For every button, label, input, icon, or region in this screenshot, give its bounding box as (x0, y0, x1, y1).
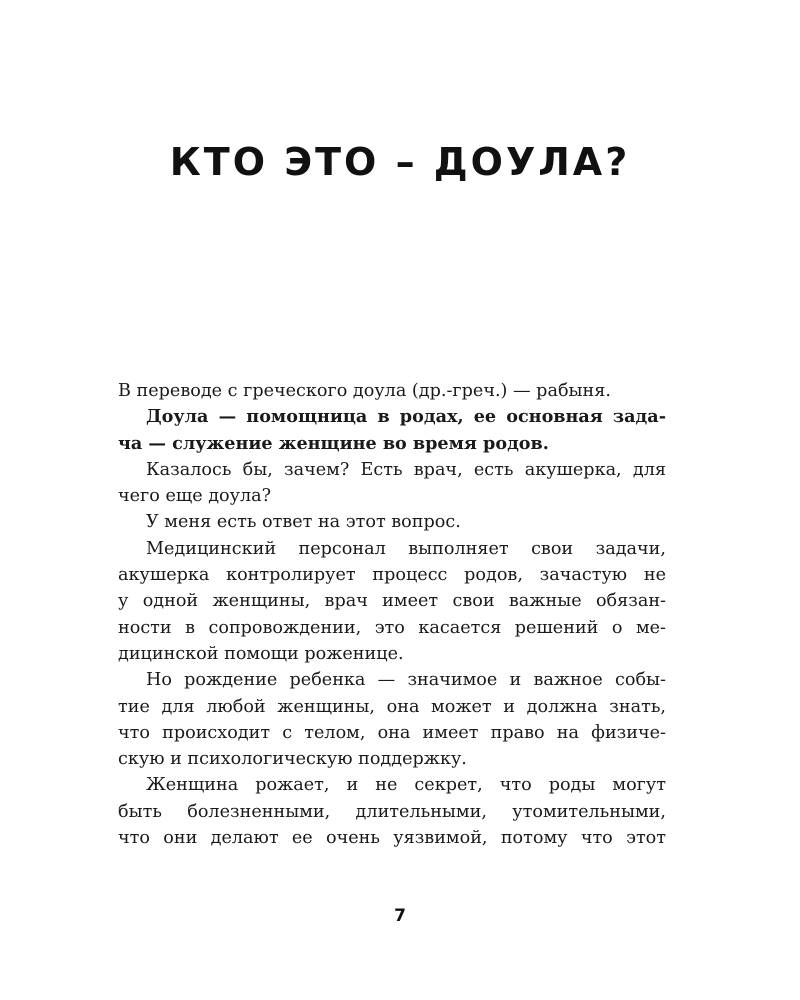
text-line: Медицинский персонал выполняет свои задачи, (146, 538, 666, 559)
text-line: тие для любой женщины, она может и должна знать, (118, 696, 666, 717)
chapter-title: КТО ЭТО – ДОУЛА? (169, 140, 631, 184)
text-line: Доула — помощница в родах, ее основная зада- (146, 406, 666, 428)
text-line: У меня есть ответ на этот вопрос. (146, 512, 461, 533)
text-line: чего еще доула? (118, 486, 272, 507)
text-line: у одной женщины, врач имеет свои важные обязан- (118, 591, 666, 612)
text-line: акушерка контролирует процесс родов, зачастую не (118, 565, 666, 586)
body-text (118, 378, 666, 851)
text-line: ча — служение женщине во время родов. (118, 432, 549, 454)
text-line: что происходит с телом, она имеет право на физиче- (118, 722, 666, 743)
text-line: В переводе с греческого доула (др.-греч.) — рабыня. (118, 381, 611, 401)
text-line: что они делают ее очень уязвимой, потому что этот (118, 828, 666, 849)
text-line: ности в сопровождении, это касается решений о ме- (118, 617, 666, 638)
page-number: 7 (394, 906, 406, 926)
text-line: Женщина рожает, и не секрет, что роды могут (146, 775, 666, 796)
text-line: Казалось бы, зачем? Есть врач, есть акушерка, для (146, 459, 666, 480)
text-line: быть болезненными, длительными, утомительными, (118, 801, 666, 822)
text-line: Но рождение ребенка — значимое и важное собы- (146, 670, 666, 691)
text-line: скую и психологическую поддержку. (118, 749, 467, 770)
text-line: дицинской помощи роженице. (118, 643, 404, 664)
